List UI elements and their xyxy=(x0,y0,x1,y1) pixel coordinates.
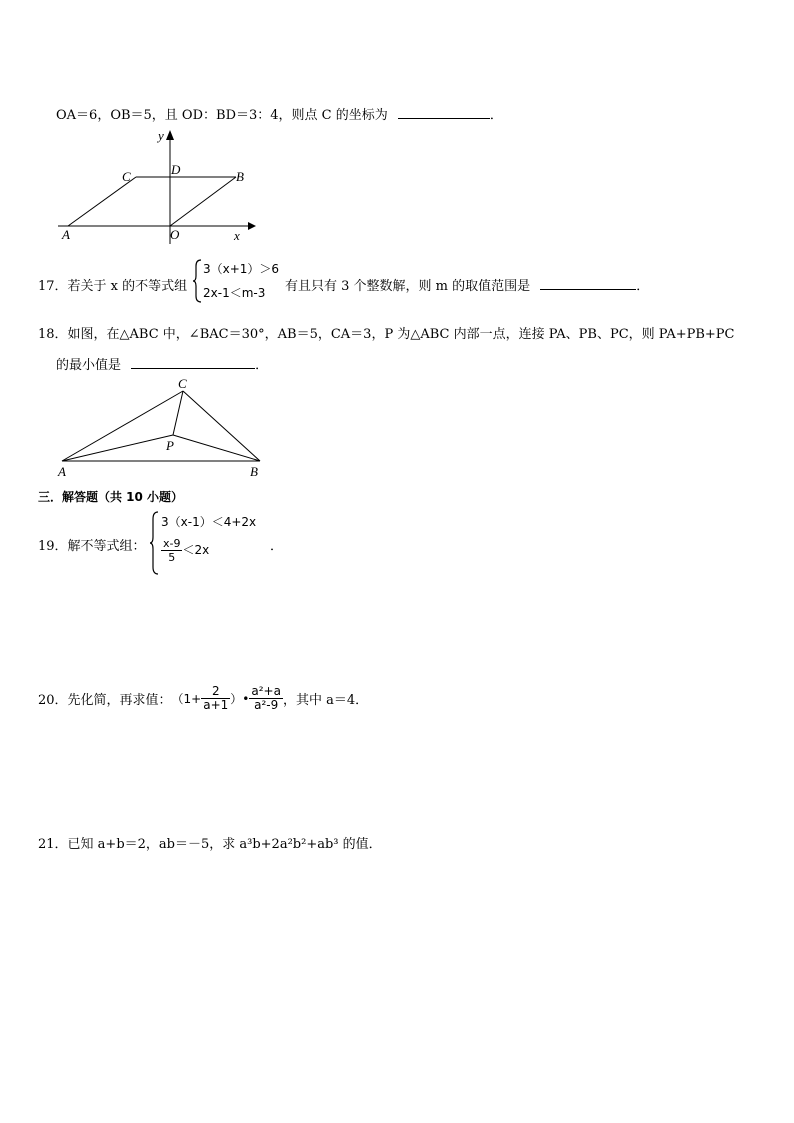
q16-answer-blank[interactable] xyxy=(398,106,490,119)
q20-f2-den: a²-9 xyxy=(254,697,279,712)
side-ac xyxy=(62,391,183,461)
q19-end: ． xyxy=(270,539,284,554)
q17-end: ． xyxy=(636,279,650,294)
label-d: D xyxy=(171,162,181,177)
label-c: C xyxy=(178,376,187,391)
q20-text xyxy=(38,678,368,718)
q20-fraction-2 xyxy=(249,685,283,712)
y-axis-arrow xyxy=(166,130,174,140)
q17-prefix: 17．若关于 x 的不等式组 xyxy=(38,279,188,294)
q19-prefix: 19．解不等式组： xyxy=(38,539,146,554)
side-ob xyxy=(170,177,236,226)
q19-fraction xyxy=(161,537,182,564)
q17-answer-blank[interactable] xyxy=(540,277,636,290)
q17-system xyxy=(193,258,285,304)
segment-pb xyxy=(173,435,260,461)
q17-suffix: 有且只有 3 个整数解，则 m 的取值范围是 xyxy=(285,279,531,294)
x-axis-arrow xyxy=(248,222,256,230)
q18-line2-wrap xyxy=(56,354,268,373)
q20-fraction-1 xyxy=(201,685,230,712)
label-a: A xyxy=(62,227,70,242)
q17-ineq1: 3（x+1）＞6 xyxy=(203,262,280,276)
q19-frac-num: x-9 xyxy=(163,537,181,550)
label-b: B xyxy=(250,464,258,479)
q20-suffix: ，其中 a＝4． xyxy=(282,692,369,708)
q20-mid: ）• xyxy=(230,691,250,706)
q20-f1-num: 2 xyxy=(201,685,230,699)
q20-f1-den: a+1 xyxy=(203,697,229,712)
label-y: y xyxy=(158,128,164,143)
label-p: P xyxy=(166,438,174,453)
q20-open: （1+ xyxy=(171,691,202,706)
q20-prefix: 20．先化简，再求值： xyxy=(38,692,172,708)
label-x: x xyxy=(234,228,240,243)
q16-text xyxy=(56,104,503,123)
q17-text xyxy=(285,275,649,294)
q19-brace-icon xyxy=(150,510,160,576)
q19-ineq1: 3（x-1）＜4+2x xyxy=(161,515,257,529)
q20-f2-num: a²+a xyxy=(251,683,281,698)
segment-pa xyxy=(62,435,173,461)
label-a: A xyxy=(58,464,66,479)
q19-system xyxy=(150,510,280,576)
q17-brace-icon xyxy=(193,258,203,304)
q18-answer-blank[interactable] xyxy=(131,356,255,369)
q18-line2: 的最小值是 xyxy=(56,358,122,373)
q17-ineq2: 2x-1＜m-3 xyxy=(203,286,266,300)
q16-line: OA＝6，OB＝5，且 OD：BD＝3：4，则点 C 的坐标为 xyxy=(56,108,388,123)
q18-end: ． xyxy=(255,358,269,373)
segment-pc xyxy=(173,391,183,435)
side-cb xyxy=(183,391,260,461)
q16-figure xyxy=(50,126,270,246)
q19-frac-den: 5 xyxy=(168,551,176,564)
label-o: O xyxy=(170,227,180,242)
side-ac xyxy=(68,177,136,226)
q18-line1: 18．如图，在△ABC 中，∠BAC＝30°，AB＝5，CA＝3，P 为△ABC 内部一点，连接 PA、PB、PC，则 PA+PB+PC xyxy=(38,327,735,342)
label-b: B xyxy=(236,169,244,184)
q16-end: ． xyxy=(489,108,503,123)
q19-ineq2 xyxy=(161,537,209,564)
q21-text: 21．已知 a+b＝2，ab＝－5，求 a³b+2a²b²+ab³ 的值． xyxy=(38,837,382,852)
q19-ineq2-rest: ＜2x xyxy=(182,543,210,557)
q18-figure xyxy=(52,374,268,482)
label-c: C xyxy=(122,169,131,184)
section3-title: 三．解答题（共 10 小题） xyxy=(38,490,184,504)
